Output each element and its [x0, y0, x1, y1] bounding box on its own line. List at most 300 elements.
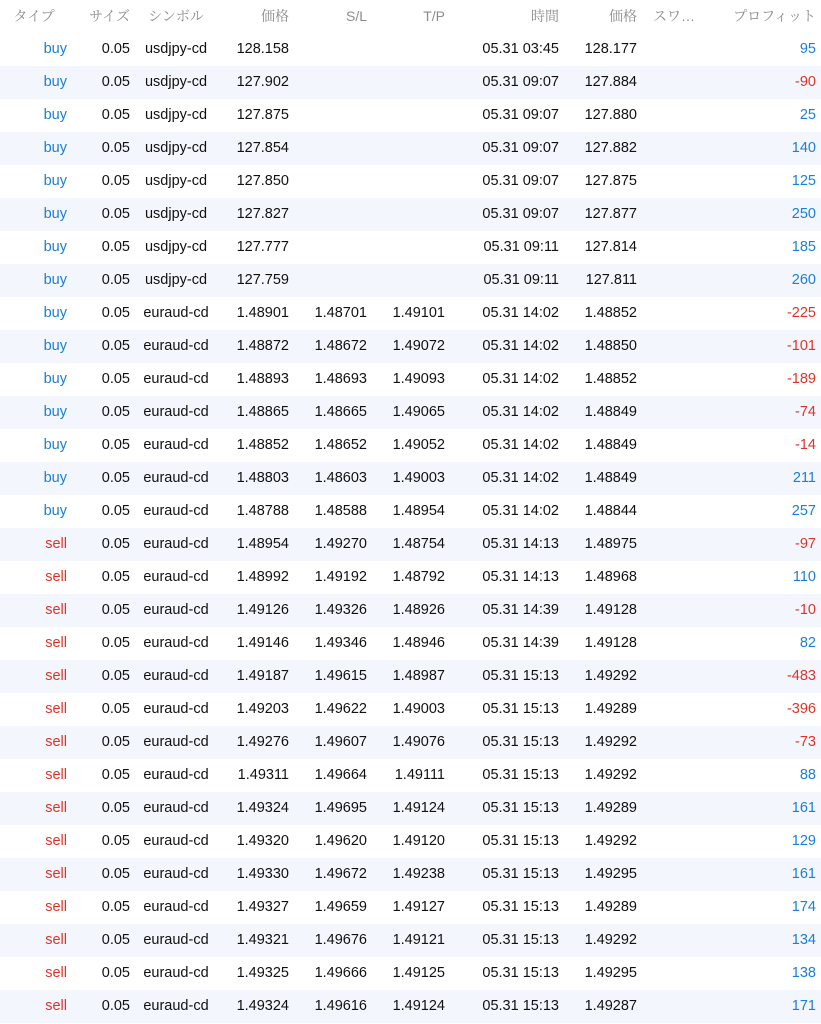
stop-loss-cell [302, 198, 367, 231]
size-cell: 0.05 [101, 272, 130, 288]
size-cell: 0.05 [101, 569, 130, 585]
table-row[interactable] [0, 330, 821, 363]
profit-cell: 174 [791, 899, 816, 915]
size-cell: 0.05 [101, 107, 130, 123]
stop-loss-cell: 1.49659 [314, 899, 367, 915]
time-cell: 05.31 15:13 [482, 800, 559, 816]
stop-loss-cell: 1.48603 [314, 470, 367, 486]
symbol-cell: usdjpy-cd [144, 272, 208, 288]
symbol-cell: usdjpy-cd [144, 140, 208, 156]
open-price-cell: 1.48803 [236, 470, 289, 486]
symbol-cell: euraud-cd [143, 569, 209, 585]
symbol-cell: usdjpy-cd [144, 107, 208, 123]
type-cell: sell [45, 701, 67, 717]
stop-loss-cell [302, 231, 367, 264]
profit-cell: 140 [791, 140, 816, 156]
time-cell: 05.31 15:13 [482, 998, 559, 1014]
stop-loss-cell [302, 165, 367, 198]
profit-cell: 161 [791, 800, 816, 816]
time-cell: 05.31 09:07 [482, 74, 559, 90]
current-price-cell: 127.811 [585, 272, 637, 288]
current-price-cell: 1.48975 [584, 536, 637, 552]
take-profit-cell: 1.49093 [392, 371, 445, 387]
stop-loss-cell [302, 132, 367, 165]
take-profit-cell: 1.48754 [392, 536, 445, 552]
size-cell: 0.05 [101, 701, 130, 717]
table-row[interactable] [0, 396, 821, 429]
open-price-cell: 127.777 [236, 239, 289, 255]
profit-cell: -97 [795, 536, 816, 552]
size-cell: 0.05 [101, 437, 130, 453]
open-price-cell: 1.49330 [236, 866, 289, 882]
open-price-cell: 1.49324 [236, 998, 289, 1014]
column-header-swap[interactable]: スワ… [653, 8, 695, 24]
type-cell: sell [45, 569, 67, 585]
stop-loss-cell: 1.49615 [314, 668, 367, 684]
take-profit-cell [380, 231, 445, 264]
type-cell: buy [43, 272, 67, 288]
take-profit-cell [380, 165, 445, 198]
open-price-cell: 1.49320 [236, 833, 289, 849]
take-profit-cell: 1.49124 [392, 998, 445, 1014]
current-price-cell: 127.877 [584, 206, 637, 222]
stop-loss-cell: 1.49346 [314, 635, 367, 651]
take-profit-cell [380, 198, 445, 231]
table-row[interactable] [0, 561, 821, 594]
take-profit-cell: 1.49052 [392, 437, 445, 453]
type-cell: sell [45, 866, 67, 882]
open-price-cell: 1.49327 [236, 899, 289, 915]
profit-cell: 88 [799, 767, 816, 783]
time-cell: 05.31 14:39 [482, 602, 559, 618]
size-cell: 0.05 [101, 371, 130, 387]
size-cell: 0.05 [101, 239, 130, 255]
stop-loss-cell: 1.48588 [314, 503, 367, 519]
profit-cell: 171 [791, 998, 816, 1014]
open-price-cell: 127.854 [236, 140, 289, 156]
current-price-cell: 127.814 [584, 239, 637, 255]
open-price-cell: 1.49321 [236, 932, 289, 948]
take-profit-cell [380, 33, 445, 66]
size-cell: 0.05 [101, 173, 130, 189]
symbol-cell: euraud-cd [143, 371, 209, 387]
take-profit-cell: 1.48954 [392, 503, 445, 519]
profit-cell: 82 [799, 635, 816, 651]
profit-cell: 134 [791, 932, 816, 948]
symbol-cell: euraud-cd [143, 932, 209, 948]
take-profit-cell: 1.49125 [392, 965, 445, 981]
time-cell: 05.31 09:07 [482, 206, 559, 222]
column-header-tp[interactable]: T/P [423, 8, 445, 24]
profit-cell: -483 [786, 668, 816, 684]
table-row[interactable] [0, 264, 821, 297]
current-price-cell: 1.48849 [584, 404, 637, 420]
current-price-cell: 1.49289 [584, 800, 637, 816]
table-row[interactable] [0, 198, 821, 231]
symbol-cell: euraud-cd [143, 800, 209, 816]
symbol-cell: euraud-cd [143, 437, 209, 453]
profit-cell: 138 [791, 965, 816, 981]
stop-loss-cell: 1.48665 [314, 404, 367, 420]
type-cell: buy [43, 107, 67, 123]
table-row[interactable] [0, 759, 821, 792]
time-cell: 05.31 15:13 [482, 899, 559, 915]
profit-cell: 125 [791, 173, 816, 189]
stop-loss-cell: 1.48652 [314, 437, 367, 453]
open-price-cell: 128.158 [236, 41, 289, 57]
table-row[interactable] [0, 495, 821, 528]
column-header-sl[interactable]: S/L [345, 8, 367, 24]
size-cell: 0.05 [101, 338, 130, 354]
table-row[interactable] [0, 693, 821, 726]
profit-cell: 185 [791, 239, 816, 255]
current-price-cell: 1.48852 [584, 305, 637, 321]
stop-loss-cell: 1.49695 [314, 800, 367, 816]
open-price-cell: 1.48893 [236, 371, 289, 387]
take-profit-cell: 1.49121 [392, 932, 445, 948]
size-cell: 0.05 [101, 998, 130, 1014]
current-price-cell: 127.882 [584, 140, 637, 156]
type-cell: buy [43, 173, 67, 189]
stop-loss-cell: 1.48693 [314, 371, 367, 387]
symbol-cell: euraud-cd [143, 404, 209, 420]
time-cell: 05.31 15:13 [482, 767, 559, 783]
stop-loss-cell: 1.49622 [314, 701, 367, 717]
take-profit-cell: 1.49127 [392, 899, 445, 915]
open-price-cell: 1.48852 [236, 437, 289, 453]
size-cell: 0.05 [101, 503, 130, 519]
profit-cell: -73 [795, 734, 816, 750]
profit-cell: -10 [795, 602, 816, 618]
size-cell: 0.05 [101, 140, 130, 156]
symbol-cell: euraud-cd [143, 701, 209, 717]
open-price-cell: 1.48992 [236, 569, 289, 585]
symbol-cell: euraud-cd [143, 338, 209, 354]
stop-loss-cell: 1.49616 [314, 998, 367, 1014]
profit-cell: -396 [786, 701, 816, 717]
table-row[interactable] [0, 429, 821, 462]
stop-loss-cell [302, 264, 367, 297]
type-cell: buy [43, 206, 67, 222]
table-row[interactable] [0, 297, 821, 330]
column-header-time[interactable]: 時間 [531, 8, 559, 24]
type-cell: buy [43, 503, 67, 519]
current-price-cell: 1.49292 [584, 932, 637, 948]
time-cell: 05.31 09:07 [482, 173, 559, 189]
time-cell: 05.31 14:39 [482, 635, 559, 651]
profit-cell: 129 [791, 833, 816, 849]
take-profit-cell: 1.48946 [392, 635, 445, 651]
type-cell: sell [45, 668, 67, 684]
current-price-cell: 127.875 [584, 173, 637, 189]
stop-loss-cell [302, 33, 367, 66]
symbol-cell: usdjpy-cd [144, 206, 208, 222]
time-cell: 05.31 14:02 [482, 338, 559, 354]
take-profit-cell: 1.49003 [392, 701, 445, 717]
time-cell: 05.31 15:13 [482, 866, 559, 882]
type-cell: buy [43, 239, 67, 255]
take-profit-cell: 1.48926 [392, 602, 445, 618]
size-cell: 0.05 [101, 800, 130, 816]
current-price-cell: 1.48968 [584, 569, 637, 585]
open-price-cell: 1.48954 [236, 536, 289, 552]
time-cell: 05.31 14:13 [482, 536, 559, 552]
table-row[interactable] [0, 891, 821, 924]
time-cell: 05.31 14:02 [482, 404, 559, 420]
type-cell: buy [43, 305, 67, 321]
symbol-cell: euraud-cd [143, 833, 209, 849]
open-price-cell: 1.49324 [236, 800, 289, 816]
take-profit-cell: 1.49076 [392, 734, 445, 750]
symbol-cell: euraud-cd [143, 866, 209, 882]
profit-cell: -189 [786, 371, 816, 387]
size-cell: 0.05 [101, 536, 130, 552]
size-cell: 0.05 [101, 602, 130, 618]
table-row[interactable] [0, 33, 821, 66]
symbol-cell: euraud-cd [143, 767, 209, 783]
size-cell: 0.05 [101, 206, 130, 222]
profit-cell: -74 [795, 404, 816, 420]
time-cell: 05.31 09:11 [483, 272, 559, 288]
symbol-cell: euraud-cd [143, 470, 209, 486]
stop-loss-cell: 1.49326 [314, 602, 367, 618]
symbol-cell: euraud-cd [143, 305, 209, 321]
table-row[interactable] [0, 528, 821, 561]
open-price-cell: 1.49203 [236, 701, 289, 717]
type-cell: sell [45, 767, 67, 783]
current-price-cell: 1.48850 [584, 338, 637, 354]
open-price-cell: 1.49187 [236, 668, 289, 684]
table-row[interactable] [0, 594, 821, 627]
type-cell: sell [45, 734, 67, 750]
current-price-cell: 1.49289 [584, 701, 637, 717]
symbol-cell: usdjpy-cd [144, 41, 208, 57]
table-row[interactable] [0, 957, 821, 990]
size-cell: 0.05 [101, 470, 130, 486]
profit-cell: 260 [791, 272, 816, 288]
current-price-cell: 128.177 [584, 41, 637, 57]
open-price-cell: 127.902 [236, 74, 289, 90]
symbol-cell: euraud-cd [143, 899, 209, 915]
open-price-cell: 1.49325 [236, 965, 289, 981]
table-row[interactable] [0, 825, 821, 858]
take-profit-cell: 1.49124 [392, 800, 445, 816]
type-cell: sell [45, 800, 67, 816]
table-header [0, 0, 821, 33]
table-row[interactable] [0, 990, 821, 1023]
profit-cell: 25 [799, 107, 816, 123]
open-price-cell: 1.49276 [236, 734, 289, 750]
open-price-cell: 1.48901 [236, 305, 289, 321]
table-row[interactable] [0, 165, 821, 198]
size-cell: 0.05 [101, 668, 130, 684]
open-price-cell: 1.49311 [237, 767, 289, 783]
current-price-cell: 127.884 [584, 74, 637, 90]
stop-loss-cell: 1.49666 [314, 965, 367, 981]
table-row[interactable] [0, 792, 821, 825]
type-cell: sell [45, 602, 67, 618]
type-cell: sell [45, 965, 67, 981]
symbol-cell: usdjpy-cd [144, 173, 208, 189]
size-cell: 0.05 [101, 866, 130, 882]
size-cell: 0.05 [101, 734, 130, 750]
stop-loss-cell: 1.48701 [314, 305, 367, 321]
open-price-cell: 1.48865 [236, 404, 289, 420]
symbol-cell: euraud-cd [143, 668, 209, 684]
current-price-cell: 1.48852 [584, 371, 637, 387]
type-cell: buy [43, 74, 67, 90]
current-price-cell: 1.48849 [584, 437, 637, 453]
current-price-cell: 1.49292 [584, 833, 637, 849]
symbol-cell: euraud-cd [143, 635, 209, 651]
open-price-cell: 127.827 [236, 206, 289, 222]
stop-loss-cell: 1.49676 [314, 932, 367, 948]
size-cell: 0.05 [101, 404, 130, 420]
symbol-cell: euraud-cd [143, 998, 209, 1014]
current-price-cell: 1.49292 [584, 767, 637, 783]
time-cell: 05.31 14:02 [482, 437, 559, 453]
type-cell: buy [43, 371, 67, 387]
size-cell: 0.05 [101, 965, 130, 981]
type-cell: buy [43, 437, 67, 453]
take-profit-cell [380, 66, 445, 99]
take-profit-cell [380, 264, 445, 297]
profit-cell: -90 [795, 74, 816, 90]
size-cell: 0.05 [101, 41, 130, 57]
current-price-cell: 127.880 [584, 107, 637, 123]
take-profit-cell: 1.49065 [392, 404, 445, 420]
column-header-price[interactable]: 価格 [261, 8, 289, 24]
current-price-cell: 1.49128 [584, 635, 637, 651]
current-price-cell: 1.49295 [584, 965, 637, 981]
time-cell: 05.31 14:13 [482, 569, 559, 585]
symbol-cell: euraud-cd [143, 734, 209, 750]
table-row[interactable] [0, 363, 821, 396]
take-profit-cell [380, 132, 445, 165]
size-cell: 0.05 [101, 74, 130, 90]
table-row[interactable] [0, 726, 821, 759]
time-cell: 05.31 15:13 [482, 965, 559, 981]
time-cell: 05.31 14:02 [482, 470, 559, 486]
take-profit-cell: 1.48987 [392, 668, 445, 684]
take-profit-cell: 1.49003 [392, 470, 445, 486]
stop-loss-cell: 1.49620 [314, 833, 367, 849]
column-header-symbol[interactable]: シンボル [148, 8, 204, 24]
open-price-cell: 127.759 [236, 272, 289, 288]
time-cell: 05.31 15:13 [482, 833, 559, 849]
profit-cell: 161 [791, 866, 816, 882]
profit-cell: 250 [791, 206, 816, 222]
take-profit-cell: 1.49101 [392, 305, 445, 321]
table-row[interactable] [0, 99, 821, 132]
type-cell: sell [45, 998, 67, 1014]
open-price-cell: 1.49146 [236, 635, 289, 651]
take-profit-cell [380, 99, 445, 132]
take-profit-cell: 1.49072 [392, 338, 445, 354]
table-row[interactable] [0, 858, 821, 891]
stop-loss-cell: 1.49270 [314, 536, 367, 552]
stop-loss-cell: 1.49192 [314, 569, 367, 585]
time-cell: 05.31 15:13 [482, 701, 559, 717]
column-header-current-price[interactable]: 価格 [609, 8, 637, 24]
open-price-cell: 127.875 [236, 107, 289, 123]
open-price-cell: 1.48872 [236, 338, 289, 354]
time-cell: 05.31 15:13 [482, 734, 559, 750]
open-price-cell: 1.49126 [236, 602, 289, 618]
type-cell: sell [45, 932, 67, 948]
stop-loss-cell [302, 66, 367, 99]
table-row[interactable] [0, 132, 821, 165]
current-price-cell: 1.49292 [584, 734, 637, 750]
type-cell: sell [45, 536, 67, 552]
stop-loss-cell [302, 99, 367, 132]
profit-cell: -101 [786, 338, 816, 354]
current-price-cell: 1.49295 [584, 866, 637, 882]
current-price-cell: 1.49287 [584, 998, 637, 1014]
size-cell: 0.05 [101, 932, 130, 948]
size-cell: 0.05 [101, 305, 130, 321]
take-profit-cell: 1.48792 [392, 569, 445, 585]
profit-cell: 95 [799, 41, 816, 57]
table-row[interactable] [0, 231, 821, 264]
time-cell: 05.31 09:11 [483, 239, 559, 255]
symbol-cell: euraud-cd [143, 602, 209, 618]
take-profit-cell: 1.49111 [394, 767, 445, 783]
profit-cell: -225 [786, 305, 816, 321]
type-cell: buy [43, 470, 67, 486]
time-cell: 05.31 09:07 [482, 107, 559, 123]
open-price-cell: 127.850 [236, 173, 289, 189]
current-price-cell: 1.49289 [584, 899, 637, 915]
table-row[interactable] [0, 627, 821, 660]
table-row[interactable] [0, 462, 821, 495]
current-price-cell: 1.48844 [584, 503, 637, 519]
column-header-size[interactable]: サイズ [89, 8, 130, 24]
type-cell: sell [45, 899, 67, 915]
stop-loss-cell: 1.49672 [314, 866, 367, 882]
time-cell: 05.31 14:02 [482, 305, 559, 321]
stop-loss-cell: 1.49607 [314, 734, 367, 750]
table-row[interactable] [0, 660, 821, 693]
size-cell: 0.05 [101, 635, 130, 651]
take-profit-cell: 1.49238 [392, 866, 445, 882]
column-header-profit[interactable]: プロフィット [733, 8, 816, 24]
symbol-cell: euraud-cd [143, 965, 209, 981]
size-cell: 0.05 [101, 767, 130, 783]
current-price-cell: 1.49292 [584, 668, 637, 684]
type-cell: sell [45, 833, 67, 849]
current-price-cell: 1.49128 [584, 602, 637, 618]
time-cell: 05.31 09:07 [482, 140, 559, 156]
profit-cell: 257 [791, 503, 816, 519]
profit-cell: 110 [792, 569, 816, 585]
stop-loss-cell: 1.48672 [314, 338, 367, 354]
size-cell: 0.05 [101, 833, 130, 849]
column-header-type[interactable]: タイプ [13, 8, 55, 24]
time-cell: 05.31 14:02 [482, 503, 559, 519]
current-price-cell: 1.48849 [584, 470, 637, 486]
table-row[interactable] [0, 924, 821, 957]
symbol-cell: euraud-cd [143, 536, 209, 552]
type-cell: buy [43, 338, 67, 354]
open-price-cell: 1.48788 [236, 503, 289, 519]
type-cell: sell [45, 635, 67, 651]
time-cell: 05.31 14:02 [482, 371, 559, 387]
time-cell: 05.31 03:45 [482, 41, 559, 57]
table-row[interactable] [0, 66, 821, 99]
profit-cell: 211 [792, 470, 816, 486]
time-cell: 05.31 15:13 [482, 668, 559, 684]
